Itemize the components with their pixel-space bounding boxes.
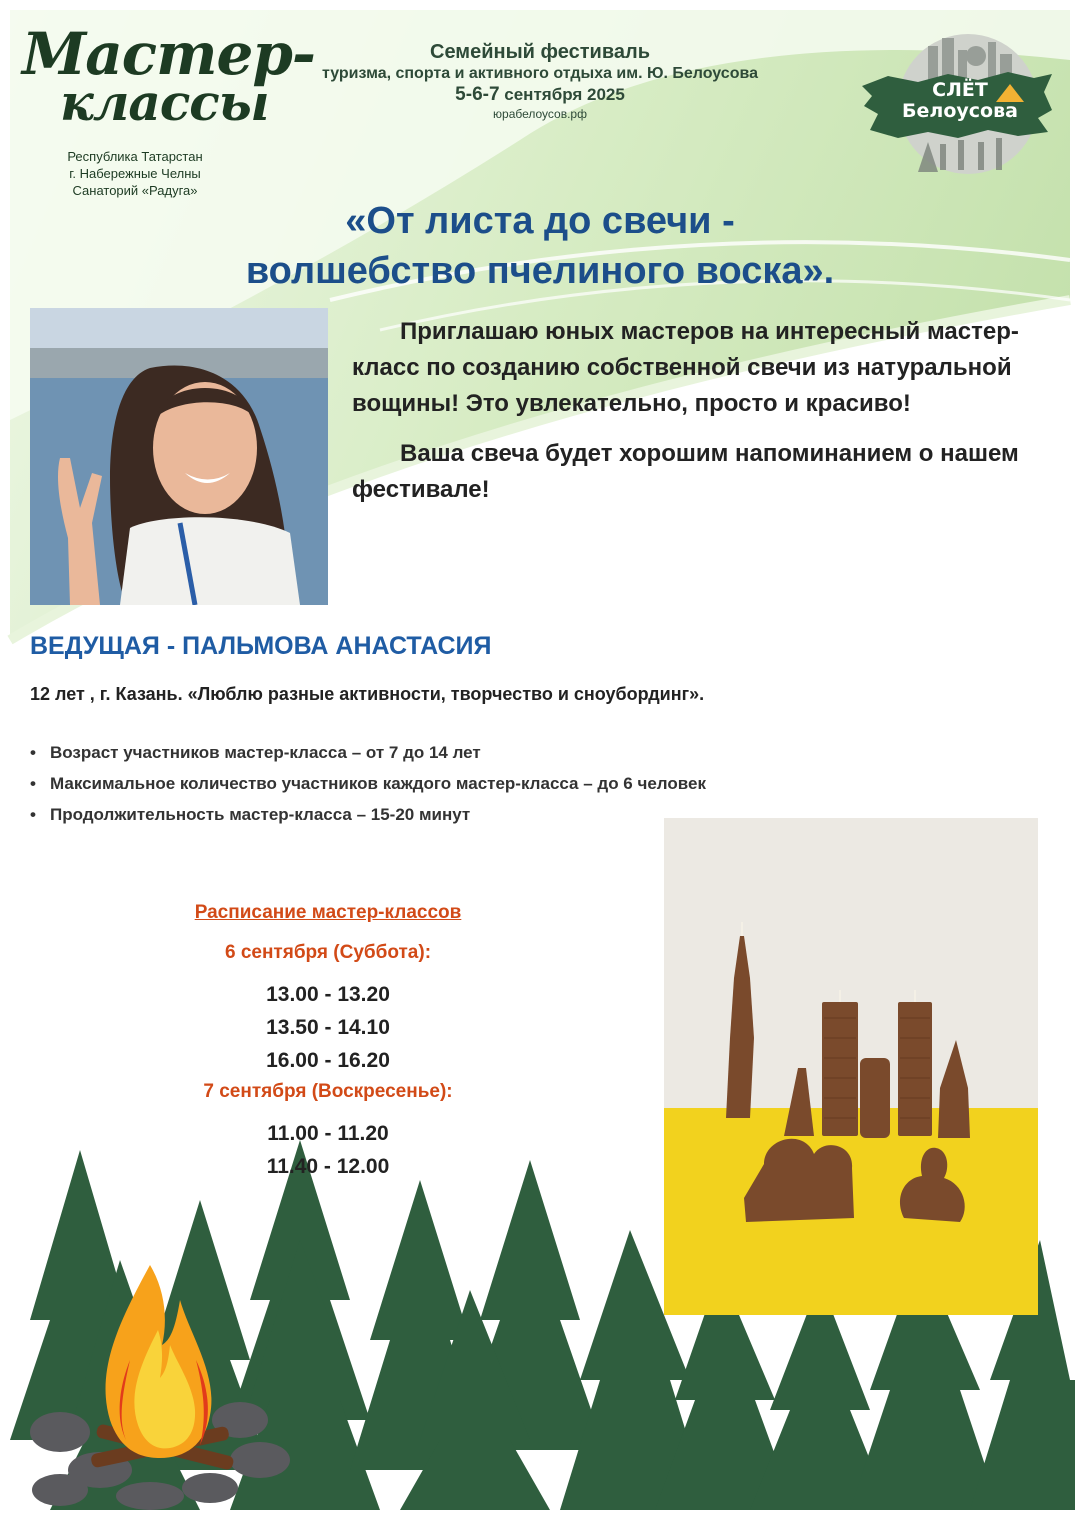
schedule-day-sunday: 7 сентября (Воскресенье):	[203, 1081, 453, 1102]
title-line-1: «От листа до свечи -	[345, 200, 735, 242]
facts-list	[30, 737, 706, 830]
badge-line-2: Белоусова	[902, 100, 1018, 122]
fact-text-age: Возраст участников мастер-класса – от 7 до 14 лет	[50, 743, 481, 762]
intro-text	[352, 314, 1042, 508]
logo-line-2: классы	[60, 73, 269, 133]
schedule-time: 11.00 - 11.20	[267, 1122, 389, 1145]
festival-date-rest: сентября 2025	[504, 85, 625, 104]
intro-paragraph-1: Приглашаю юных мастеров на интересный мастер-класс по созданию собственной свечи из натуральной вощины! Это увлекательно, просто и красиво!	[352, 318, 1019, 417]
schedule-time: 16.00 - 16.20	[266, 1049, 390, 1072]
title-line-2: волшебство пчелиного воска».	[245, 250, 835, 292]
masterclass-title	[110, 196, 970, 296]
fact-item	[30, 737, 706, 768]
festival-subtitle: туризма, спорта и активного отдыха им. Ю. Белоусова	[321, 65, 758, 82]
host-name: ВЕДУЩАЯ - ПАЛЬМОВА АНАСТАСИЯ	[30, 632, 492, 660]
fact-text-duration: Продолжительность мастер-класса – 15-20 минут	[50, 805, 471, 824]
fact-item	[30, 799, 706, 830]
festival-date-days: 5-6-7	[455, 84, 500, 105]
schedule	[118, 900, 538, 1183]
location-block	[40, 148, 230, 199]
fact-text-capacity: Максимальное количество участников каждого мастер-класса – до 6 человек	[50, 774, 706, 793]
schedule-times-saturday	[118, 978, 538, 1077]
schedule-time: 13.00 - 13.20	[266, 983, 390, 1006]
intro-paragraph-2: Ваша свеча будет хорошим напоминанием о нашем фестивале!	[352, 440, 1019, 503]
host-photo	[30, 308, 328, 605]
schedule-title: Расписание мастер-классов	[194, 902, 462, 923]
badge-text	[885, 80, 1035, 122]
candles-photo	[664, 818, 1038, 1315]
badge-line-1: СЛЁТ	[932, 79, 988, 101]
location-venue: Санаторий «Радуга»	[72, 183, 198, 198]
schedule-day-saturday: 6 сентября (Суббота):	[224, 942, 432, 963]
masterclass-logo	[22, 20, 315, 133]
bullet-icon: •	[30, 805, 36, 824]
logo-line-1: Мастер-	[22, 20, 315, 88]
location-city: г. Набережные Челны	[69, 166, 201, 181]
festival-header	[270, 40, 810, 122]
host-description: 12 лет , г. Казань. «Люблю разные активности, творчество и сноубординг».	[30, 684, 705, 704]
schedule-times-sunday	[118, 1117, 538, 1183]
bullet-icon: •	[30, 774, 36, 793]
festival-title: Семейный фестиваль	[430, 41, 650, 63]
schedule-time: 13.50 - 14.10	[266, 1016, 390, 1039]
festival-website-link[interactable]: юрабелоусов.рф	[493, 107, 587, 121]
location-region: Республика Татарстан	[67, 149, 203, 164]
bullet-icon: •	[30, 743, 36, 762]
schedule-time: 11.40 - 12.00	[266, 1155, 390, 1178]
fact-item	[30, 768, 706, 799]
festival-date	[270, 84, 810, 106]
